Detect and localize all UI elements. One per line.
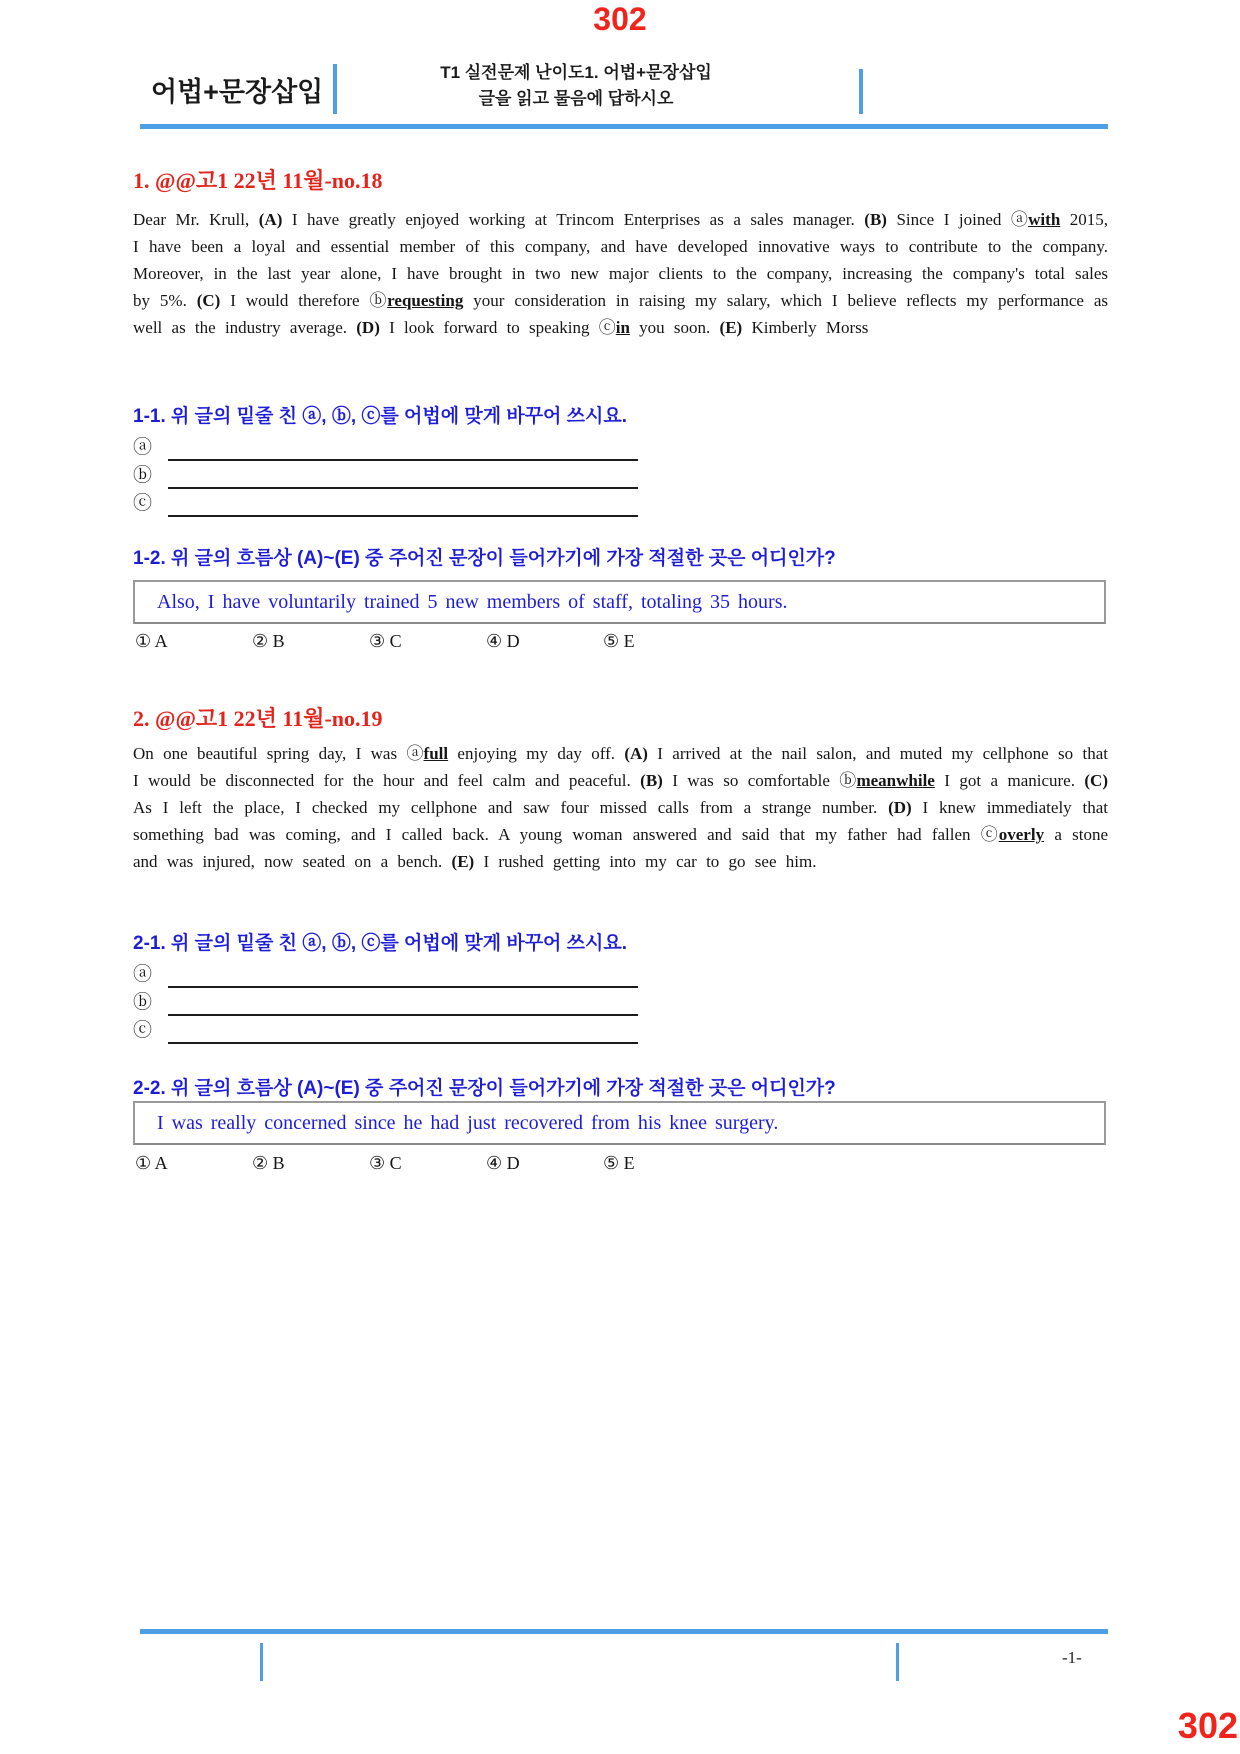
circled-b-label: ⓑ	[133, 992, 153, 1013]
question-1-2-heading: 1-2. 위 글의 흐름상 (A)~(E) 중 주어진 문장이 들어가기에 가장 적절한 곳은 어디인가?	[133, 548, 836, 569]
circled-a-label: ⓐ	[133, 437, 153, 458]
circled-c-label: ⓒ	[133, 1020, 153, 1041]
circled-c-label: ⓒ	[133, 493, 153, 514]
answer-row-2a	[133, 962, 638, 988]
header-subtitle-line2: 글을 읽고 물음에 답하시오	[478, 89, 674, 108]
answer-row-2b	[133, 990, 638, 1016]
answer-row-2c	[133, 1018, 638, 1044]
header-subtitle-line1: T1 실전문제 난이도1. 어법+문장삽입	[440, 63, 712, 82]
answer-row-1a	[133, 435, 638, 461]
question-2-2-sentence-box	[133, 1101, 1106, 1145]
question-1-2-choices	[135, 630, 635, 652]
choice-option-2: ② B	[252, 631, 285, 651]
boxed-sentence: Also, I have voluntarily trained 5 new members of staff, totaling 35 hours.	[157, 591, 788, 613]
question-2-2-heading: 2-2. 위 글의 흐름상 (A)~(E) 중 주어진 문장이 들어가기에 가장 적절한 곳은 어디인가?	[133, 1078, 836, 1099]
question-2-passage: On one beautiful spring day, I was ⓐfull enjoying my day off. (A) I arrived at the nail salon, and muted my cellphone so that I would be disconnected for the hour and feel calm and peaceful. (B) I was so comfortable ⓑmeanwhile I got a manicure. (C) As I left the place, I checked my cellphone and saw four missed calls from a strange number. (D) I knew immediately that something bad was coming, and I called back. A young woman answered and said that my father had fallen ⓒoverly a stone and was injured, now seated on a bench. (E) I rushed getting into my car to go see him.	[133, 744, 1109, 871]
answer-blank-line	[168, 493, 638, 517]
question-2-title: 2. @@고1 22년 11월-no.19	[133, 706, 383, 731]
answer-blank-line	[168, 1020, 638, 1044]
page-number-bottom: 302	[1177, 1705, 1238, 1746]
worksheet-header	[133, 60, 1108, 118]
page-number-top: 302	[593, 1, 647, 37]
question-2-1-heading: 2-1. 위 글의 밑줄 친 ⓐ, ⓑ, ⓒ를 어법에 맞게 바꾸어 쓰시요.	[133, 933, 628, 954]
circled-a-label: ⓐ	[133, 964, 153, 985]
header-divider-bar-right	[859, 69, 863, 114]
choice-option-5: ⑤ E	[603, 1153, 635, 1173]
choice-option-4: ④ D	[486, 631, 520, 651]
answer-blank-line	[168, 465, 638, 489]
choice-option-4: ④ D	[486, 1153, 520, 1173]
header-rule	[140, 124, 1108, 129]
footer-page-label: -1-	[1062, 1648, 1082, 1667]
header-title: 어법+문장삽입	[151, 77, 324, 107]
choice-option-3: ③ C	[369, 1153, 402, 1173]
choice-option-1: ① A	[135, 631, 168, 651]
question-1-2-sentence-box	[133, 580, 1106, 624]
header-divider-bar-left	[333, 64, 337, 114]
circled-b-label: ⓑ	[133, 465, 153, 486]
answer-row-1b	[133, 463, 638, 489]
boxed-sentence: I was really concerned since he had just recovered from his knee surgery.	[157, 1112, 779, 1134]
choice-option-2: ② B	[252, 1153, 285, 1173]
choice-option-1: ① A	[135, 1153, 168, 1173]
question-1-1-heading: 1-1. 위 글의 밑줄 친 ⓐ, ⓑ, ⓒ를 어법에 맞게 바꾸어 쓰시요.	[133, 406, 628, 427]
choice-option-5: ⑤ E	[603, 631, 635, 651]
answer-blank-line	[168, 964, 638, 988]
question-1-title: 1. @@고1 22년 11월-no.18	[133, 168, 383, 193]
footer-bar-left	[260, 1643, 263, 1681]
question-2-2-choices	[135, 1152, 635, 1174]
answer-row-1c	[133, 491, 638, 517]
footer-bar-right	[896, 1643, 899, 1681]
answer-blank-line	[168, 437, 638, 461]
choice-option-3: ③ C	[369, 631, 402, 651]
answer-blank-line	[168, 992, 638, 1016]
footer-rule	[140, 1629, 1108, 1634]
question-1-passage: Dear Mr. Krull, (A) I have greatly enjoyed working at Trincom Enterprises as a sales manager. (B) Since I joined ⓐwith 2015, I have been a loyal and essential member of this company, and have developed innovative ways to contribute to the company. Moreover, in the last year alone, I have brought in two new major clients to the company, increasing the company's total sales by 5%. (C) I would therefore ⓑrequesting your consideration in raising my salary, which I believe reflects my performance as well as the industry average. (D) I look forward to speaking ⓒin you soon. (E) Kimberly Morss	[133, 210, 1109, 337]
header-subtitle	[383, 61, 769, 111]
